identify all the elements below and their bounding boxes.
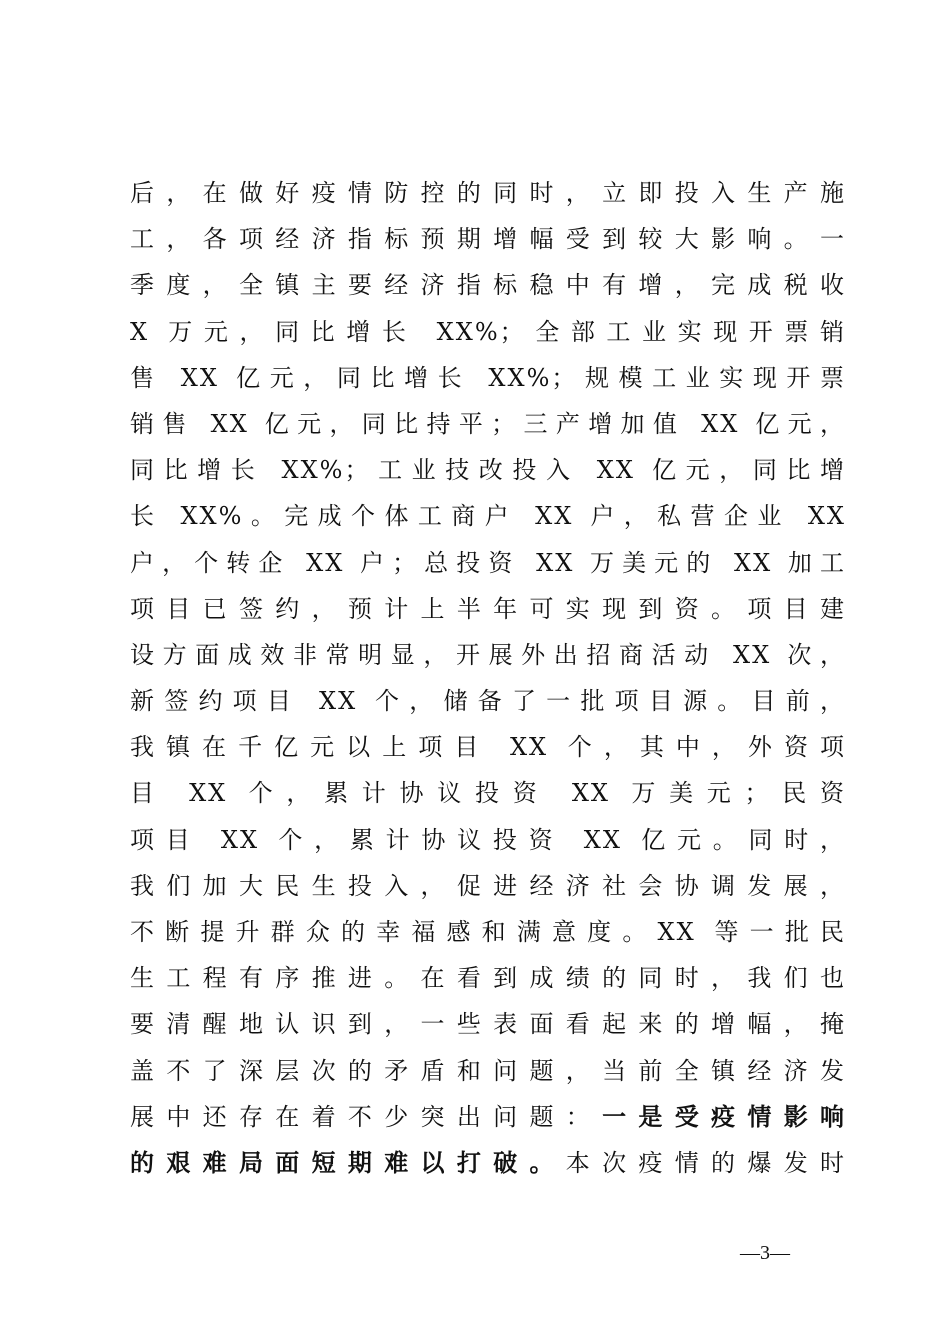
text-line: 目 XX 个，累计协议投资 XX 万美元；民资 bbox=[130, 779, 846, 808]
text-line: 设方面成效非常明显，开展外出招商活动 XX 次， bbox=[130, 640, 846, 669]
bold-heading-segment: 的艰难局面短期难以打破。 bbox=[130, 1147, 566, 1177]
text-line: 不断提升群众的幸福感和满意度。XX 等一批民 bbox=[130, 918, 846, 946]
text-line: 项目已签约，预计上半年可实现到资。项目建 bbox=[130, 594, 846, 623]
text-line: 工，各项经济指标预期增幅受到较大影响。一 bbox=[130, 225, 846, 254]
text-line: 户，个转企 XX 户；总投资 XX 万美元的 XX 加工 bbox=[130, 548, 846, 577]
text-line: 售 XX 亿元，同比增长 XX%；规模工业实现开票 bbox=[130, 363, 846, 392]
text-line: 我们加大民生投入，促进经济社会协调发展， bbox=[130, 871, 846, 900]
text-line: 要清醒地认识到，一些表面看起来的增幅，掩 bbox=[130, 1010, 846, 1039]
body-paragraph bbox=[130, 170, 846, 1186]
text-line-mixed bbox=[130, 1140, 846, 1186]
text-segment: 展中还存在着不少突出问题： bbox=[130, 1102, 603, 1131]
text-line: 项目 XX 个，累计协议投资 XX 亿元。同时， bbox=[130, 825, 846, 854]
text-line: 后，在做好疫情防控的同时，立即投入生产施 bbox=[130, 179, 846, 207]
text-line: 生工程有序推进。在看到成绩的同时，我们也 bbox=[130, 964, 846, 993]
text-segment: 本次疫情的爆发时 bbox=[565, 1148, 846, 1177]
text-line: 销售 XX 亿元，同比持平；三产增加值 XX 亿元， bbox=[130, 409, 846, 438]
page-number: —3— bbox=[740, 1242, 790, 1264]
text-line: 长 XX%。完成个体工商户 XX 户，私营企业 XX bbox=[130, 502, 846, 531]
text-line: 同比增长 XX%；工业技改投入 XX 亿元，同比增 bbox=[130, 456, 846, 485]
text-line: 盖不了深层次的矛盾和问题，当前全镇经济发 bbox=[130, 1056, 846, 1085]
text-line: 新签约项目 XX 个，储备了一批项目源。目前， bbox=[130, 687, 846, 716]
text-line: 季度，全镇主要经济指标稳中有增，完成税收 bbox=[130, 271, 846, 300]
text-line: 我镇在千亿元以上项目 XX 个，其中，外资项 bbox=[130, 733, 846, 762]
text-line: X 万元，同比增长 XX%；全部工业实现开票销 bbox=[130, 317, 846, 346]
bold-heading-segment: 一是受疫情影响 bbox=[602, 1101, 846, 1131]
text-line-mixed bbox=[130, 1094, 846, 1140]
